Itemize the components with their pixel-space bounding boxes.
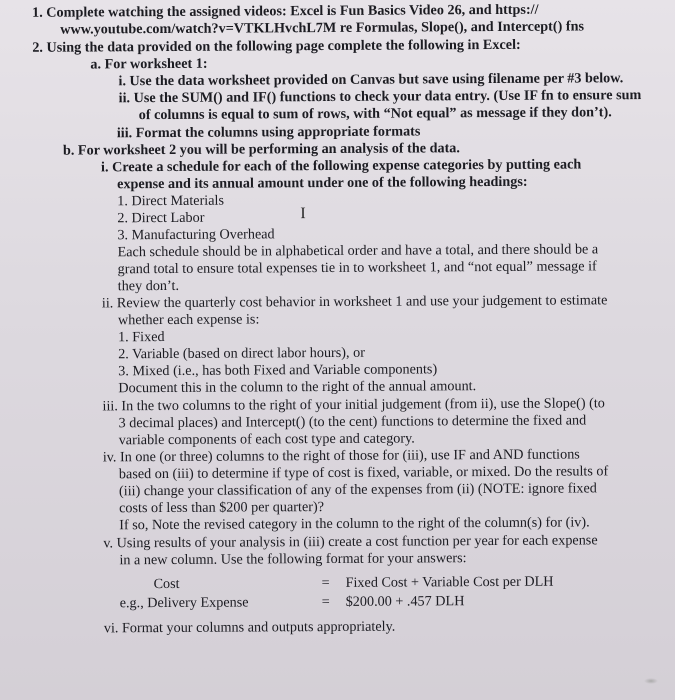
- item-b-iii-line-1: iii. In the two columns to the right of your initial judgement (from ii), use the Slope() (to: [102, 395, 605, 415]
- item-b-ii-line-2: whether each expense is:: [117, 311, 260, 329]
- example-right: $200.00 + .457 DLH: [345, 593, 465, 610]
- example-left: e.g., Delivery Expense: [119, 594, 249, 612]
- item-b-ii-line-1: ii. Review the quarterly cost behavior in worksheet 1 and use your judgement to estimate: [101, 292, 608, 312]
- format-right: Fixed Cost + Variable Cost per DLH: [345, 573, 554, 591]
- item-a-ii-line-1: ii. Use the SUM() and IF() functions to check your data entry. (Use IF fn to ensure sum: [118, 87, 642, 107]
- item-2-line: 2. Using the data provided on the following page complete the following in Excel:: [32, 36, 521, 56]
- option-fixed: 1. Fixed: [118, 329, 165, 346]
- option-mixed: 3. Mixed (i.e., has both Fixed and Variable components): [118, 361, 438, 380]
- heading-manufacturing-overhead: 3. Manufacturing Overhead: [117, 226, 275, 244]
- item-b-iv-line-3: (iii) change your classification of any of the expenses from (ii) (NOTE: ignore fixed: [118, 480, 597, 500]
- item-a-line: a. For worksheet 1:: [90, 55, 208, 73]
- item-1-line-1: 1. Complete watching the assigned videos: Excel is Fun Basics Video 26, and https://: [32, 1, 539, 21]
- text-cursor-icon: I: [300, 205, 306, 223]
- item-b-iv-line-5: If so, Note the revised category in the column to the right of the column(s) for (iv).: [119, 514, 590, 534]
- item-b-vi-line: vi. Format your columns and outputs appropriately.: [103, 618, 396, 637]
- item-b-v-line-2: in a new column. Use the following format for your answers:: [119, 550, 467, 569]
- page-smudge: [644, 678, 658, 684]
- video-url: www.youtube.com/watch?v=VTKLHvchL7M re Formulas, Slope(), and Intercept() fns: [60, 18, 585, 38]
- item-b-iii-line-2: 3 decimal places) and Intercept() (to the cent) functions to determine the fixed and: [118, 412, 587, 432]
- format-equals: =: [321, 574, 330, 592]
- format-row: [4, 573, 675, 594]
- format-left: Cost: [153, 575, 180, 593]
- item-a-iii-line: iii. Format the columns using appropriate formats: [116, 123, 421, 142]
- option-variable: 2. Variable (based on direct labor hours), or: [118, 344, 365, 363]
- heading-direct-materials: 1. Direct Materials: [117, 192, 225, 210]
- item-b-ii-document: Document this in the column to the right of the annual amount.: [118, 378, 477, 397]
- item-a-ii-line-2: of columns is equal to sum of rows, with “Not equal” as message if they don’t).: [138, 104, 612, 124]
- item-b-i-note-2: grand total to ensure total expenses tie in to worksheet 1, and “not equal” message if: [117, 258, 597, 278]
- item-b-v-line-1: v. Using results of your analysis in (iii) create a cost function per year for each expense: [103, 532, 598, 552]
- item-b-iv-line-2: based on (iii) to determine if type of cost is fixed, variable, or mixed. Do the results of: [118, 463, 609, 483]
- item-b-i-note-1: Each schedule should be in alphabetical order and have a total, and there should be a: [117, 241, 599, 261]
- item-b-iv-line-1: iv. In one (or three) columns to the right of those for (iii), use IF and AND functions: [102, 446, 580, 466]
- item-a-i-line: i. Use the data worksheet provided on Canvas but save using filename per #3 below.: [118, 70, 624, 90]
- item-b-iv-line-4: costs of less than $200 per quarter)?: [119, 499, 325, 517]
- example-equals: =: [321, 593, 330, 611]
- item-1-line-2: [60, 18, 584, 38]
- item-b-line: b. For worksheet 2 you will be performing an analysis of the data.: [62, 140, 460, 159]
- example-row: [4, 592, 675, 613]
- item-b-i-note-3: they don’t.: [117, 277, 180, 295]
- item-b-i-line-2: expense and its annual amount under one of the following headings:: [117, 173, 528, 193]
- heading-direct-labor: 2. Direct Labor: [117, 209, 205, 227]
- item-b-iii-line-3: variable components of each cost type and category.: [118, 430, 415, 449]
- item-b-i-line-1: i. Create a schedule for each of the following expense categories by putting each: [100, 156, 582, 176]
